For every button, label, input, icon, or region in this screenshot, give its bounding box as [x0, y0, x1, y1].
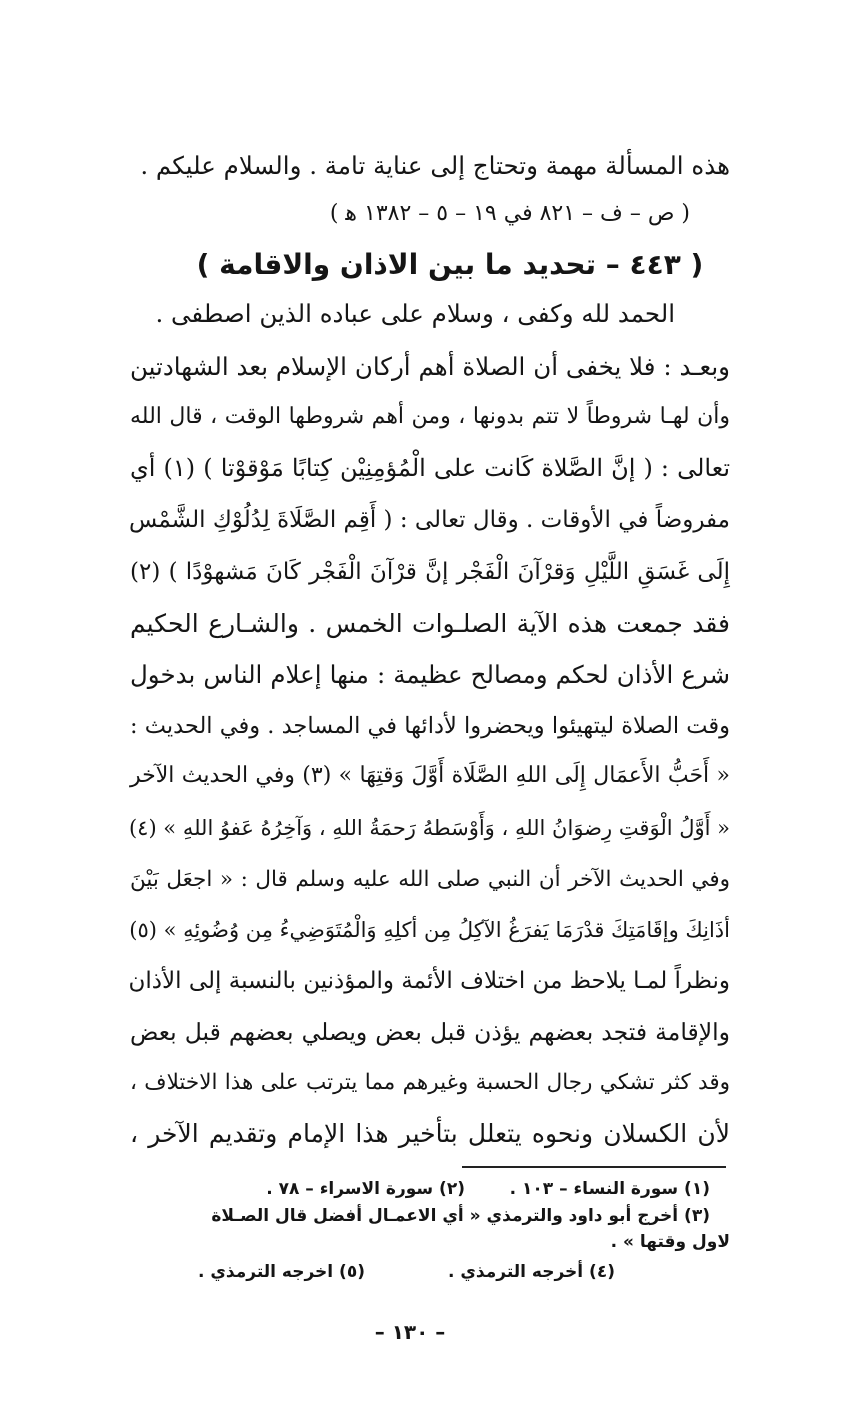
footnote-3: (٣) أخرج أبو داود والترمذي « أي الاعمـال أفضل قال الصـلاة: [211, 1206, 710, 1226]
body-line: وأن لهـا شروطاً لا تتم بدونها ، ومن أهم شروطها الوقت ، قال الله: [130, 404, 730, 429]
footnote-3-continued: لاول وقتها » .: [610, 1232, 730, 1252]
footnote-1: (١) سورة النساء – ١٠٣ .: [509, 1179, 710, 1199]
continuation-line: هذه المسألة مهمة وتحتاج إلى عناية تامة . والسلام عليكم .: [140, 151, 730, 180]
body-line: وقد كثر تشكي رجال الحسبة وغيرهم مما يترتب على هذا الاختلاف ،: [130, 1070, 730, 1095]
body-line: وقت الصلاة ليتهيئوا ويحضروا لأدائها في المساجد . وفي الحديث :: [130, 713, 730, 739]
body-line: والإقامة فتجد بعضهم يؤذن قبل بعض ويصلي بعضهم قبل بعض: [130, 1018, 730, 1046]
footnote-4: (٤) أخرجه الترمذي .: [447, 1262, 615, 1282]
body-line: تعالى : ( إنَّ الصَّلاة كَانت على الْمُؤمِنِيْن كِتابًا مَوْقوْتا ) (١) أي: [130, 454, 730, 482]
body-line: شرع الأذان لحكم ومصالح عظيمة : منها إعلام الناس بدخول: [130, 660, 730, 689]
footnote-2: (٢) سورة الاسراء – ٧٨ .: [266, 1179, 465, 1199]
body-line: فقد جمعت هذه الآية الصلـوات الخمس . والشـارع الحكيم: [130, 609, 730, 638]
footnote-separator: [462, 1166, 726, 1168]
body-line: مفروضاً في الأوقات . وقال تعالى : ( أَقِم الصَّلَاةَ لِدُلُوْكِ الشَّمْس: [129, 507, 730, 533]
body-line: الحمد لله وكفى ، وسلام على عباده الذين اصطفى .: [155, 299, 675, 328]
body-line: « أَحَبُّ الأَعمَال إِلَى اللهِ الصَّلَاة أَوَّلَ وَقتِهَا » (٣) وفي الحديث الآخر: [130, 763, 730, 788]
body-line: إِلَى غَسَقِ اللَّيْلِ وَقرْآنَ الْفَجْر إنَّ قرْآنَ الْفَجْر كَانَ مَشهوْدًا ) (٢): [130, 559, 730, 585]
body-line: وفي الحديث الآخر أن النبي صلى الله عليه وسلم قال : « اجعَل بَيْنَ: [130, 867, 730, 892]
footnote-5: (٥) اخرجه الترمذي .: [197, 1262, 365, 1282]
body-line: ونظراً لمـا يلاحظ من اختلاف الأئمة والمؤذنين بالنسبة إلى الأذان: [128, 968, 730, 994]
fatwa-reference: ( ص – ف – ٨٢١ في ١٩ – ٥ – ١٣٨٢ ﻫ ): [329, 201, 690, 226]
section-heading: ( ٤٤٣ – تحديد ما بين الاذان والاقامة ): [196, 248, 704, 281]
body-line: « أَوَّلُ الْوَقتِ رِضوَانُ اللهِ ، وَأَوْسَطهُ رَحمَةُ اللهِ ، وَآخِرُهُ عَفوُ اللهِ » (٤): [128, 816, 730, 840]
body-line: لأن الكسلان ونحوه يتعلل بتأخير هذا الإمام وتقديم الآخر ،: [130, 1119, 730, 1148]
body-line: وبعـد : فلا يخفى أن الصلاة أهم أركان الإسلام بعد الشهادتين: [130, 352, 730, 381]
page-number: – ١٣٠ –: [374, 1320, 446, 1344]
body-line: أذَانِكَ وإقَامَتِكَ قدْرَمَا يَفرَغُ الآكِلُ مِن أكلِهِ وَالْمُتَوَضِيءُ مِن وُضُوئِهِ » (٥): [129, 918, 730, 942]
